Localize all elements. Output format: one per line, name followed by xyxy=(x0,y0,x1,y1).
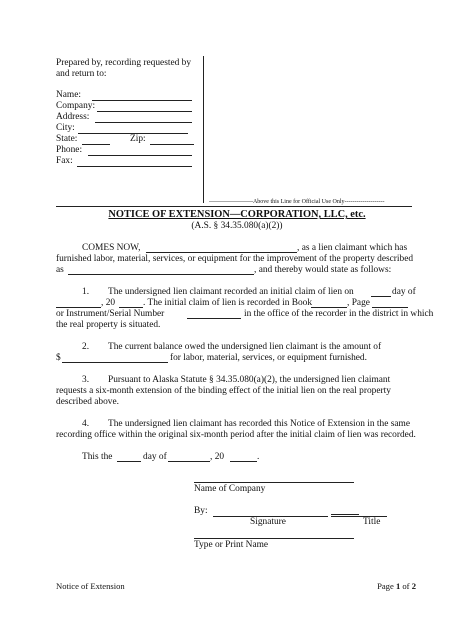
para1-day-of: day of xyxy=(392,287,416,297)
para1-or-instrument: or Instrument/Serial Number xyxy=(56,309,165,319)
name-field-line[interactable] xyxy=(92,100,192,101)
para1-comma20: , 20 xyxy=(101,298,116,308)
para1-page-line[interactable] xyxy=(372,307,408,308)
by-label: By: xyxy=(194,506,208,516)
para2-text-b: for labor, material, services, or equipment furnished. xyxy=(170,353,367,363)
fax-field-line[interactable] xyxy=(77,166,192,167)
intro-would-state: , and thereby would state as follows: xyxy=(254,265,392,275)
property-description-line[interactable] xyxy=(68,274,254,275)
para1-book-line[interactable] xyxy=(311,307,347,308)
para4-text-a: The undersigned lien claimant has recorded this Notice of Extension in the same xyxy=(108,419,410,429)
para2-amount-line[interactable] xyxy=(62,362,168,363)
recording-area-divider xyxy=(203,56,204,203)
address-field-line[interactable] xyxy=(95,122,192,123)
para1-number: 1. xyxy=(82,287,90,297)
name-label: Name: xyxy=(56,90,81,100)
para1-text-c: in the office of the recorder in the district in which xyxy=(244,309,434,319)
dated-month-line[interactable] xyxy=(168,461,210,462)
title-label: Title xyxy=(363,517,381,527)
prepared-by-line2: and return to: xyxy=(56,69,107,79)
para1-text-a: The undersigned lien claimant recorded an initial claim of lien on xyxy=(108,287,354,297)
para1-instrument-line[interactable] xyxy=(187,318,241,319)
name-of-company-label: Name of Company xyxy=(194,484,266,494)
company-label: Company: xyxy=(56,101,96,111)
dated-period: . xyxy=(257,452,260,462)
zip-label: Zip: xyxy=(130,134,146,144)
para4-text-b: recording office within the original six-month period after the initial claim of lien was recorded. xyxy=(56,430,416,440)
phone-label: Phone: xyxy=(56,145,83,155)
official-use-rule xyxy=(56,206,412,207)
document-title: NOTICE OF EXTENSION—CORPORATION, LLC, etc. xyxy=(108,209,366,220)
para3-text-a: Pursuant to Alaska Statute § 34.35.080(a)(2), the undersigned lien claimant xyxy=(108,375,391,385)
address-label: Address: xyxy=(56,112,90,122)
intro-as: as xyxy=(56,265,64,275)
page-prefix: Page xyxy=(377,581,396,591)
para3-number: 3. xyxy=(82,375,90,385)
print-name-line[interactable] xyxy=(194,538,354,539)
claimant-name-line[interactable] xyxy=(146,252,297,253)
para1-text-b: . The initial claim of lien is recorded in Book xyxy=(143,298,313,308)
state-field-line[interactable] xyxy=(82,144,110,145)
page-of: of xyxy=(400,581,412,591)
page-current: 1 xyxy=(395,581,401,591)
dated-year-line[interactable] xyxy=(230,461,257,462)
lien-claimant-text: , as a lien claimant which has xyxy=(297,243,408,253)
para3-text-b: requests a six-month extension of the binding effect of the initial lien on the real property xyxy=(56,386,391,396)
para1-page: , Page xyxy=(347,298,370,308)
para1-text-d: the real property is situated. xyxy=(56,320,161,330)
comes-now-text: COMES NOW, xyxy=(82,243,141,253)
para2-text-a: The current balance owed the undersigned lien claimant is the amount of xyxy=(108,342,382,352)
para2-dollar: $ xyxy=(56,353,61,363)
state-label: State: xyxy=(56,134,78,144)
page-total: 2 xyxy=(411,581,416,591)
company-field-line[interactable] xyxy=(97,111,192,112)
para4-number: 4. xyxy=(82,419,90,429)
city-label: City: xyxy=(56,123,75,133)
type-or-print-label: Type or Print Name xyxy=(194,540,269,550)
official-use-note: ----------------------Above this Line for Official Use Only-------------------- xyxy=(209,199,385,205)
footer-page-number xyxy=(358,581,416,592)
para2-number: 2. xyxy=(82,342,90,352)
para1-day-line[interactable] xyxy=(371,296,391,297)
title-line-accent xyxy=(331,514,359,515)
dated-this-the: This the xyxy=(82,452,113,462)
phone-field-line[interactable] xyxy=(88,155,192,156)
company-name-line[interactable] xyxy=(194,482,354,483)
zip-field-line[interactable] xyxy=(150,144,194,145)
para1-month-line[interactable] xyxy=(56,307,101,308)
dated-day-of: day of xyxy=(143,452,167,462)
prepared-by-line1: Prepared by, recording requested by xyxy=(56,58,192,68)
dated-comma20: , 20 xyxy=(210,452,225,462)
signature-label: Signature xyxy=(250,517,286,527)
dated-day-line[interactable] xyxy=(117,461,141,462)
fax-label: Fax: xyxy=(56,156,73,166)
footer-doc-name: Notice of Extension xyxy=(56,581,125,591)
para3-text-c: described above. xyxy=(56,397,119,407)
statute-citation: (A.S. § 34.35.080(a)(2)) xyxy=(191,221,283,231)
para1-year-line[interactable] xyxy=(119,307,143,308)
intro-line-2: furnished labor, material, services, or equipment for the improvement of the property described xyxy=(56,254,414,264)
